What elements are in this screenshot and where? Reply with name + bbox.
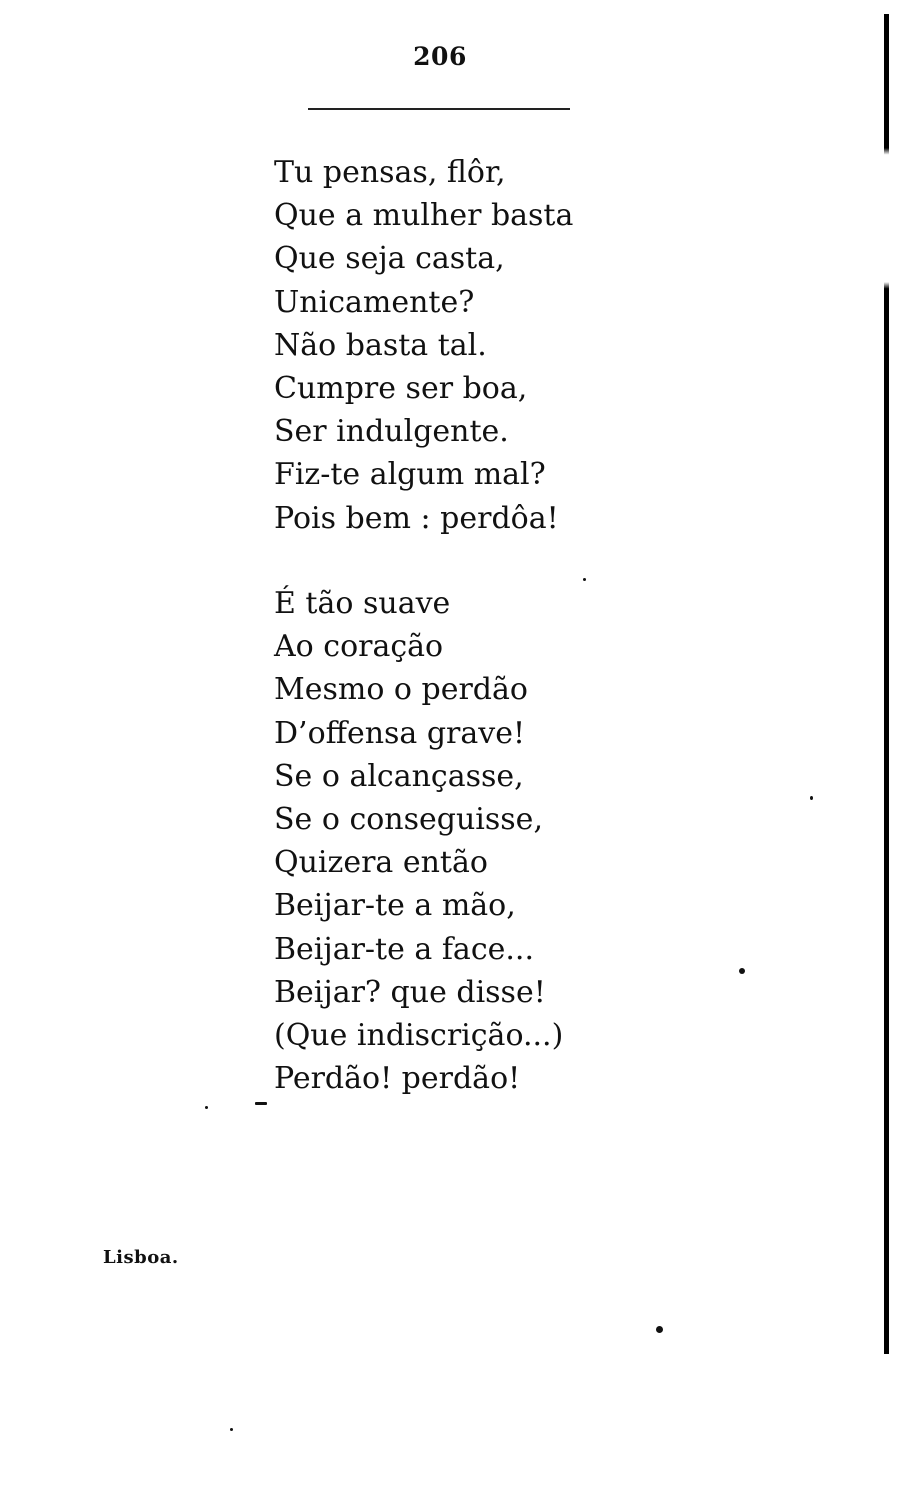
poem-line: D’offensa grave! (274, 715, 526, 751)
poem-line: Quizera então (274, 845, 488, 881)
page-number: 206 (413, 42, 467, 71)
poem-line: Se o conseguisse, (274, 801, 543, 837)
poem-line: Se o alcançasse, (274, 758, 524, 794)
poem-line: Beijar-te a mão, (274, 888, 516, 924)
poem-line: Beijar-te a face... (274, 931, 534, 967)
poem-stanza-2 (274, 582, 563, 1100)
poem-line: Perdão! perdão! (274, 1061, 521, 1097)
scan-speck (230, 1428, 233, 1431)
scan-speck (656, 1326, 663, 1333)
place-signature: Lisboa. (103, 1247, 179, 1268)
poem-line: Fiz-te algum mal? (274, 457, 546, 493)
poem-line: Tu pensas, flôr, (274, 155, 506, 190)
scan-speck (739, 968, 745, 974)
scan-speck (810, 796, 813, 800)
poem-line: Ao coração (274, 629, 444, 665)
poem-line: Não basta tal. (274, 327, 487, 363)
poem-line: Unicamente? (274, 284, 475, 320)
scan-speck (583, 578, 586, 581)
scan-speck (205, 1106, 208, 1109)
poem-line: Ser indulgente. (274, 414, 509, 450)
poem-line: Mesmo o perdão (274, 672, 528, 708)
poem-stanza-1 (274, 151, 573, 540)
poem-line: Pois bem : perdôa! (274, 500, 559, 536)
poem-line: É tão suave (274, 586, 451, 621)
poem-line: Que a mulher basta (274, 198, 574, 234)
header-rule (308, 108, 570, 110)
scan-speck (255, 1102, 267, 1105)
poem-line: Beijar? que disse! (274, 974, 546, 1010)
poem-line: (Que indiscrição...) (274, 1017, 564, 1053)
scan-edge (884, 14, 889, 1354)
poem-line: Cumpre ser boa, (274, 370, 528, 406)
poem-line: Que seja casta, (274, 241, 505, 277)
